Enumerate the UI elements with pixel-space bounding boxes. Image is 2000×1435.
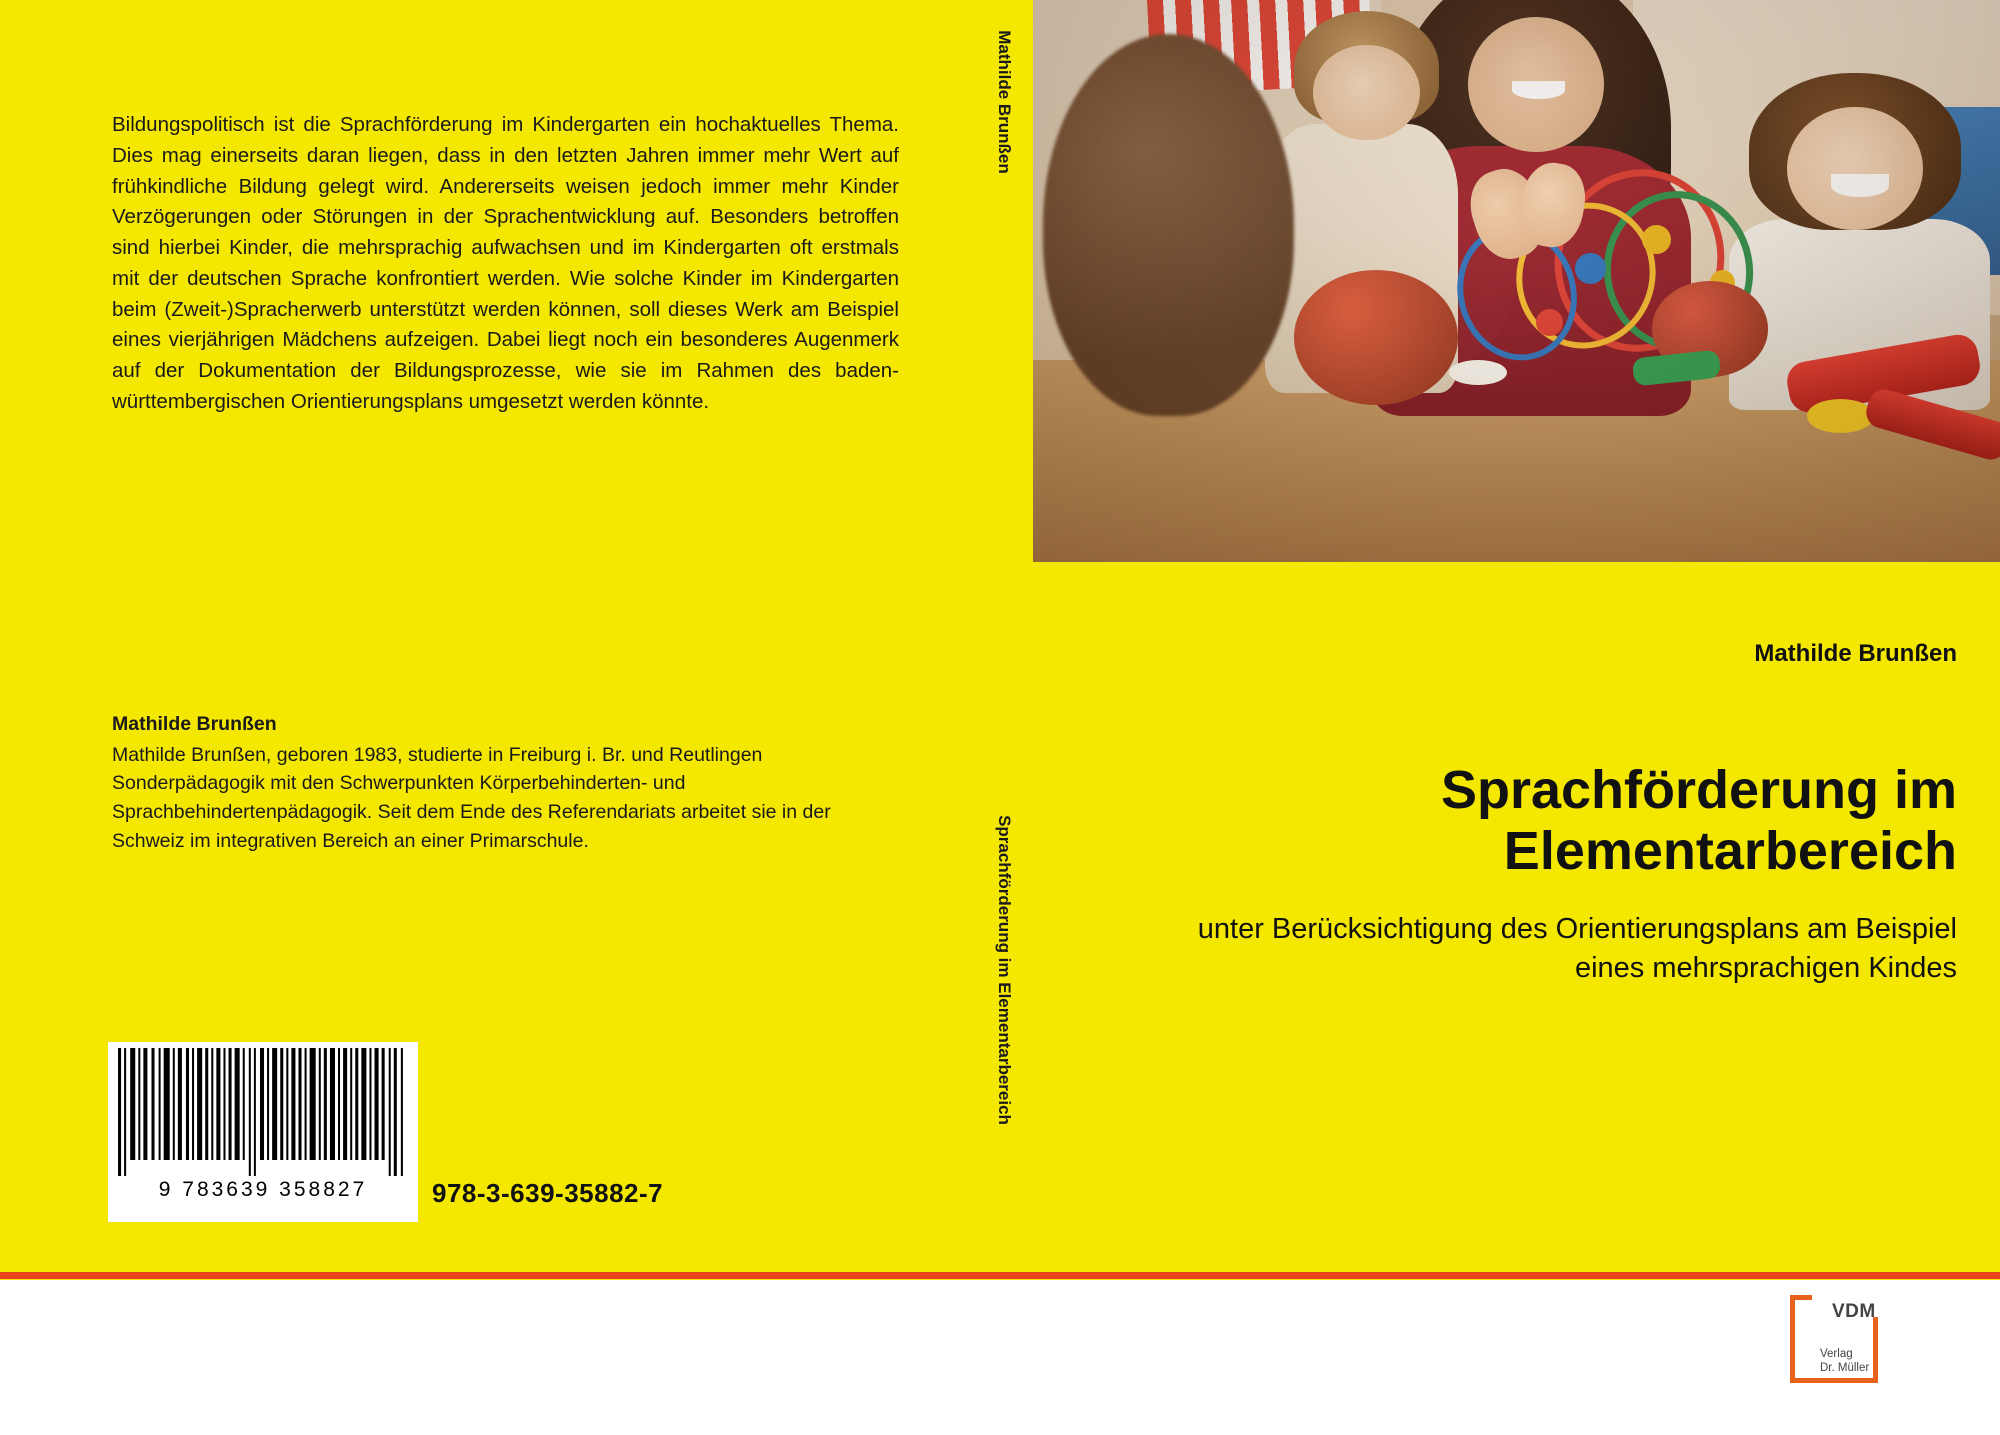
barcode — [108, 1042, 418, 1222]
author-bio-block — [112, 710, 902, 855]
publisher-name-line1: Verlag — [1820, 1348, 1853, 1360]
spine-author: Mathilde Brunßen — [995, 30, 1014, 174]
publisher-name-line2: Dr. Müller — [1820, 1362, 1870, 1375]
front-cover-title: Sprachförderung im Elementarbereich — [1440, 760, 1957, 882]
barcode-digits: 9 783639 358827 — [158, 1178, 368, 1201]
author-bio-text: Mathilde Brunßen, geboren 1983, studierte in Freiburg i. Br. und Reutlingen Sonderpädagogik mit den Schwerpunkten Körperbehinderten- und Sprachbehindertenpädagogik. Seit dem Ende des Referendariats arbeitet sie in der Schweiz im integrativen Bereich an einer Primarschule. — [112, 743, 831, 852]
cover-bottom-white-band — [0, 1280, 2000, 1435]
book-spine — [975, 0, 1033, 1280]
author-bio-name: Mathilde Brunßen — [112, 713, 277, 735]
publisher-name — [1820, 1347, 1869, 1376]
front-cover-author: Mathilde Brunßen — [1754, 640, 1957, 667]
barcode-bars-icon — [116, 1048, 410, 1176]
photo-vignette — [1033, 0, 2000, 562]
spine-title: Sprachförderung im Elementarbereich — [995, 815, 1014, 1125]
back-cover — [0, 0, 975, 1280]
isbn-number: 978-3-639-35882-7 — [432, 1178, 664, 1208]
front-cover — [1033, 0, 2000, 1280]
cover-photo — [1033, 0, 2000, 562]
publisher-mark: VDM — [1832, 1301, 1876, 1322]
front-cover-subtitle: unter Berücksichtigung des Orientierungsplans am Beispiel eines mehrsprachigen Kindes — [1197, 913, 1957, 985]
back-cover-blurb: Bildungspolitisch ist die Sprachförderung im Kindergarten ein hochaktuelles Thema. Dies mag einerseits daran liegen, dass in den letzten Jahren immer mehr Wert auf frühkindliche Bildung gelegt wird. Andererseits weisen jedoch immer mehr Kinder Verzögerungen oder Störungen in der Sprachentwicklung auf. Besonders betroffen sind hierbei Kinder, die mehrsprachig aufwachsen und im Kindergarten oft erstmals mit der deutschen Sprache konfrontiert werden. Wie solche Kinder im Kindergarten beim (Zweit-)Spracherwerb unterstützt werden können, soll dieses Werk am Beispiel eines vierjährigen Mädchens aufzeigen. Dabei liegt noch ein besonderes Augenmerk auf der Dokumentation der Bildungsprozesse, wie sie im Rahmen des baden-württembergischen Orientierungsplans umgesetzt werden könnte. — [112, 113, 899, 413]
publisher-logo — [1790, 1295, 1900, 1400]
